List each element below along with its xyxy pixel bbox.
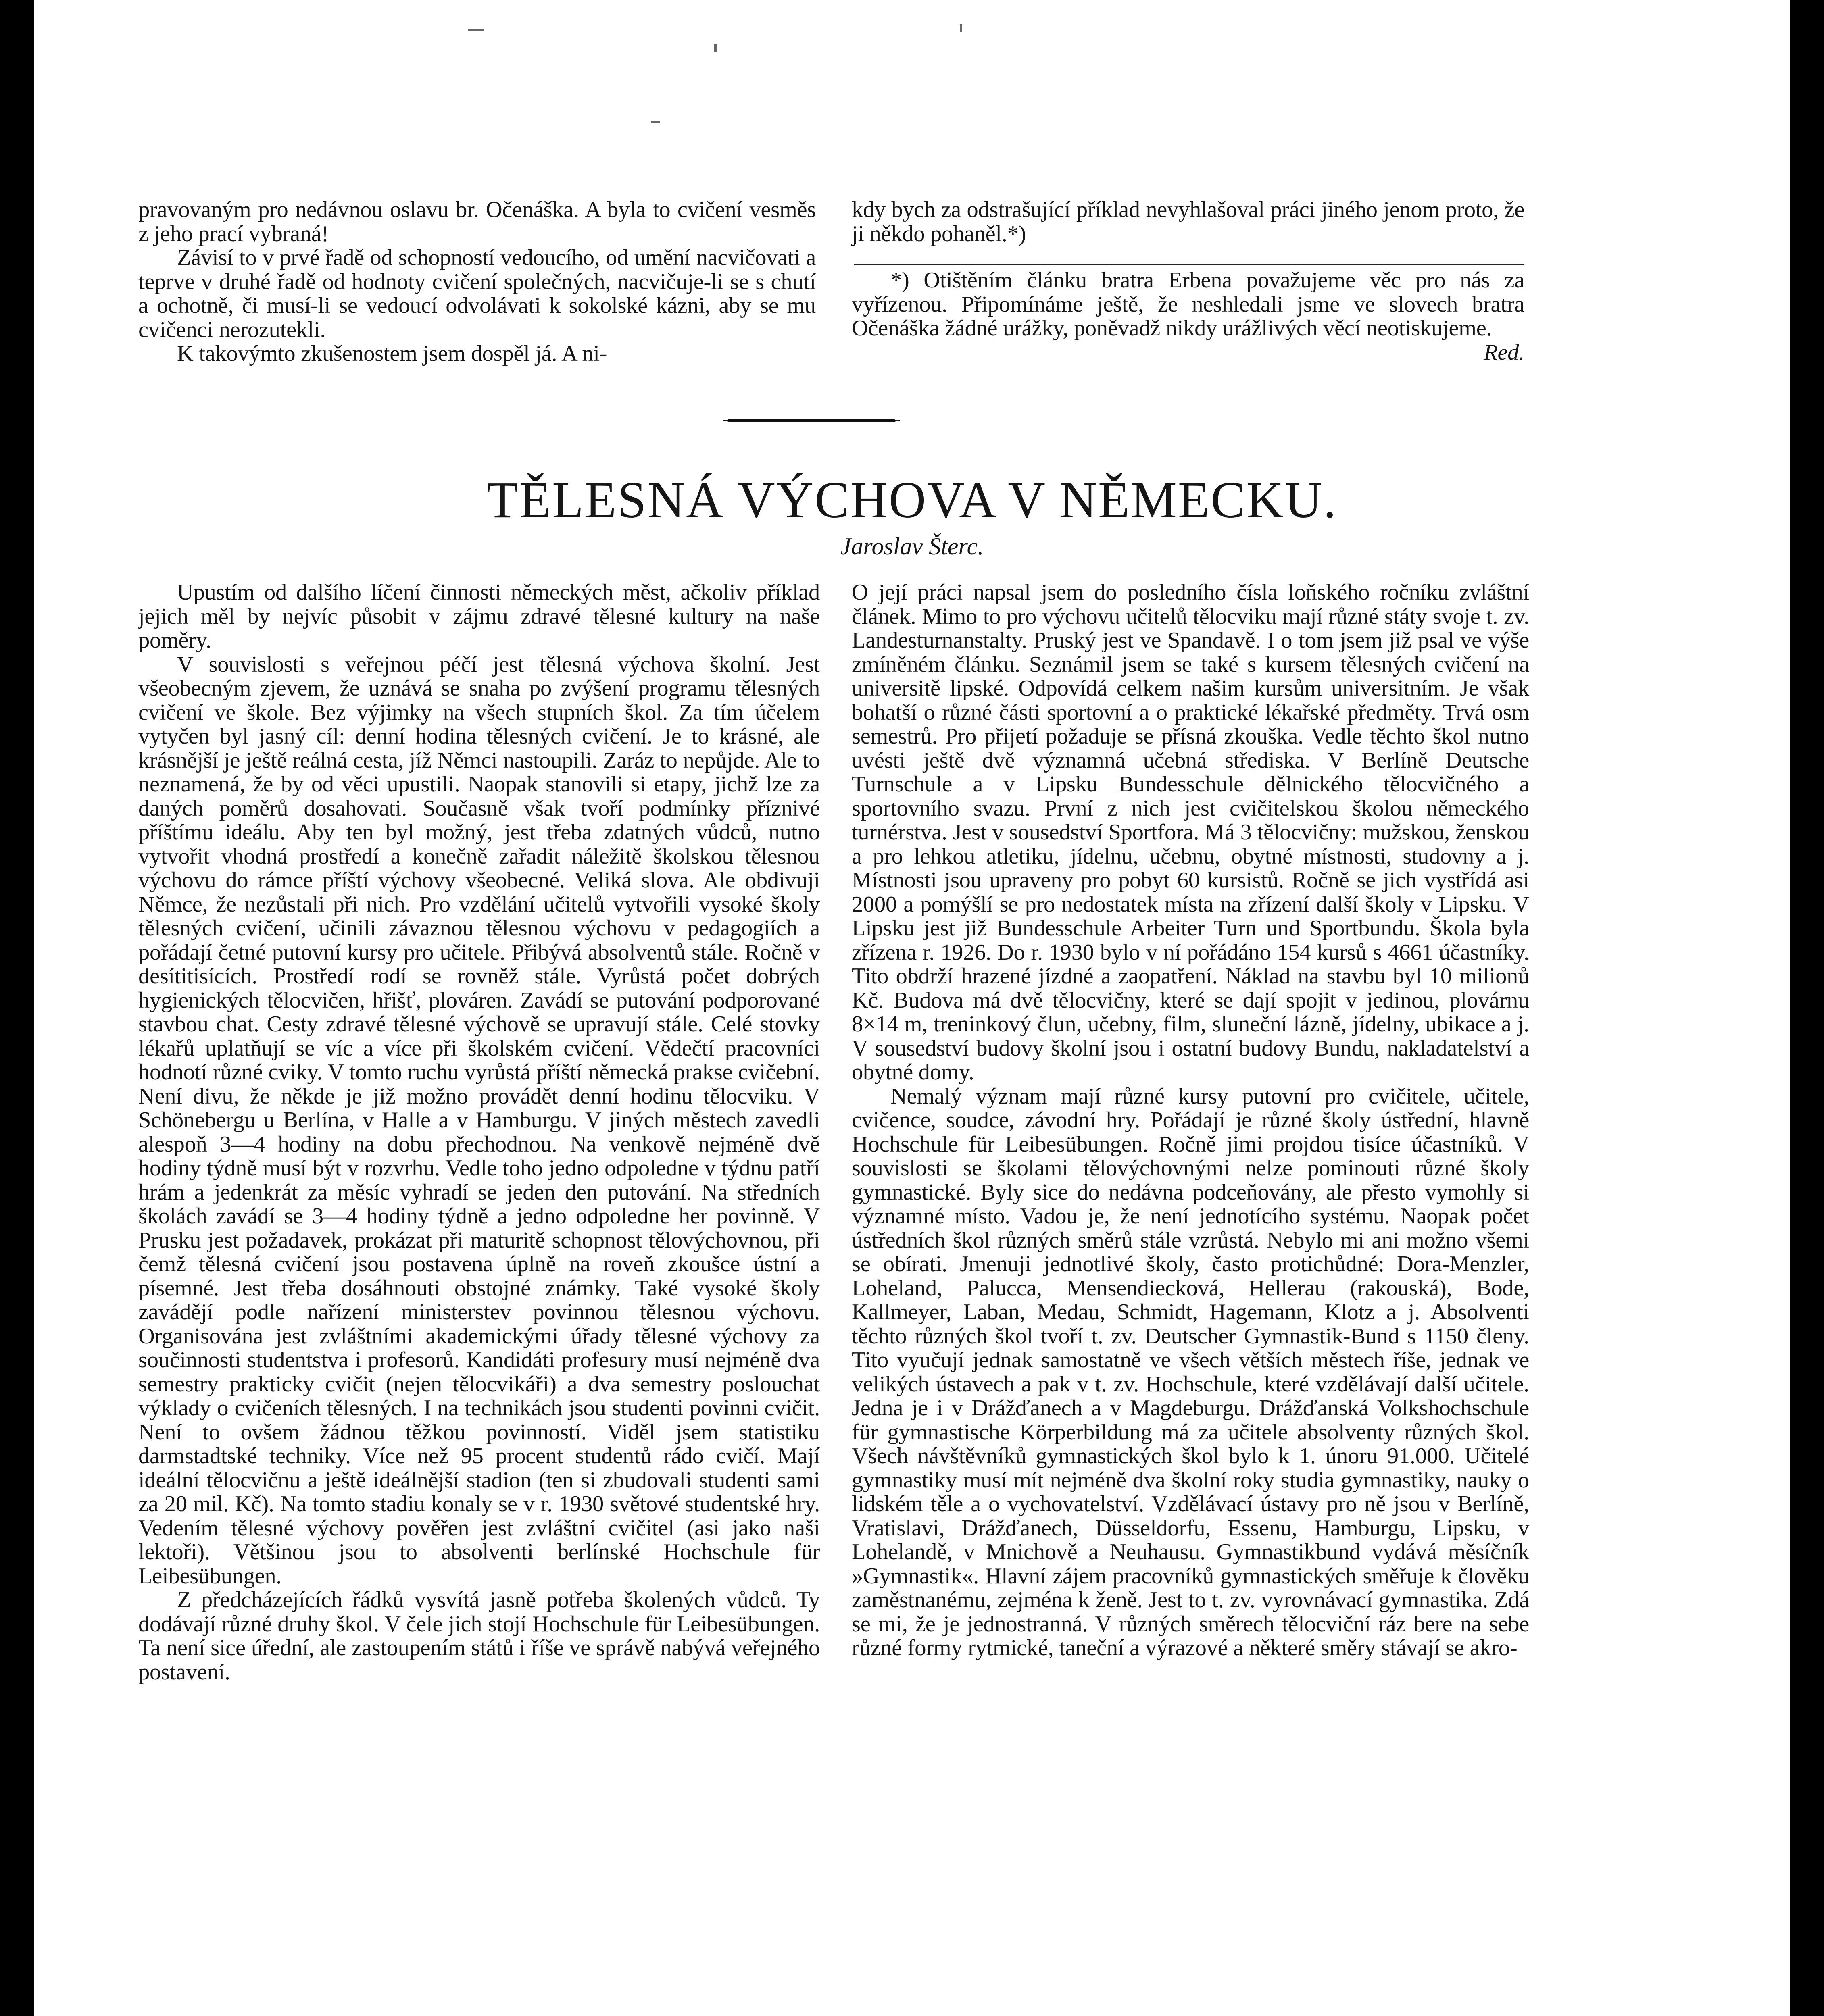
scan-speck — [651, 121, 660, 123]
scan-speck — [468, 29, 484, 31]
paragraph: kdy bych za odstrašující příklad nevyhlašoval práci jiného jenom proto, že ji někdo pohaněl.*) — [852, 197, 1524, 246]
paragraph: Nemalý význam mají různé kursy putovní pro cvičitele, učitele, cvičence, soudce, závodní hry. Pořádají je různé školy ústřední, hlavně Hochschule für Leibesübungen. Ročně jimi projdou tisíce účastníků. V souvislosti se školami tělovýchovnými nelze pominouti různé školy gymnastické. Byly sice do nedávna podceňovány, ale přesto vymohly si významné místo. Vadou je, že není jednotícího systému. Naopak počet ústředních škol různých směrů stále vzrůstá. Nebylo mi ani možno všemi se obírati. Jmenuji jednotlivé školy, často protichůdné: Dora-Menzler, Loheland, Palucca, Mensendiecková, Hellerau (rakouská), Bode, Kallmeyer, Laban, Medau, Schmidt, Hagemann, Klotz a j. Absolventi těchto různých škol tvoří t. zv. Deutscher Gymnastik-Bund s 1150 členy. Tito vyučují jednak samostatně ve všech větších městech říše, jednak ve velikých ústavech a pak v t. zv. Hochschule, které vzdělávají další učitele. Jedna je i v Drážďanech a v Magdeburgu. Drážďanská Volkshochschule für gymnastische Körperbildung má za učitele absolventy různých škol. Všech návštěvníků gymnastických škol bylo k 1. únoru 91.000. Učitelé gymnastiky musí mít nejméně dva školní roky studia gymnastiky, nauky o lidském těle a o vychovatelství. Vzdělávací ústavy pro ně jsou v Berlíně, Vratislavi, Drážďanech, Düsseldorfu, Essenu, Hamburgu, Lipsku, v Lohelandě, v Mnichově a Neuhausu. Gymnastikbund vydává měsíčník »Gymnastik«. Hlavní zájem pracovníků gymnastických směřuje k člověku zaměstnanému, zejména k ženě. Jest to t. zv. vyrovnávací gymnastika. Zdá se mi, že je jednostranná. V různých směrech tělocviční ráz bere na sebe různé formy rytmické, taneční a výrazové a některé směry stávají se akro- — [852, 1083, 1529, 1660]
article-right-column — [852, 581, 1529, 1660]
paragraph: pravovaným pro nedávnou oslavu br. Očenáška. A byla to cvičení vesměs z jeho prací vybraná! — [138, 197, 816, 246]
article-author: Jaroslav Šterc. — [840, 533, 984, 560]
scan-border-right — [1790, 0, 1824, 2016]
editorial-footnote — [852, 268, 1524, 365]
scan-speck — [960, 24, 962, 32]
footnote-rule — [854, 264, 1524, 265]
paragraph: Závisí to v prvé řadě od schopností vedoucího, od umění nacvičovati a teprve v druhé řadě od hodnoty cvičení společných, nacvičuje-li se s chutí a ochotně, či musí-li se vedoucí odvolávati k sokolské kázni, aby se mu cvičenci nerozutekli. — [138, 245, 816, 342]
footnote-signature: Red. — [1484, 339, 1524, 365]
article-left-column — [138, 581, 820, 1684]
previous-article-right-column — [852, 198, 1524, 364]
paragraph: K takovýmto zkušenostem jsem dospěl já. A ni- — [177, 341, 607, 366]
paragraph: Z předcházejících řádků vysvítá jasně potřeba školených vůdců. Ty dodávají různé druhy škol. V čele jich stojí Hochschule für Leibesübungen. Ta není sice úřední, ale zastoupením států i říše ve správě nabývá veřejného postavení. — [138, 1587, 820, 1685]
scan-border-left — [0, 0, 34, 2016]
footnote-text: *) Otištěním článku bratra Erbena považujeme věc pro nás za vyřízenou. Připomínáme ještě, že neshledali jsme ve slovech bratra Očenáška žádné urážky, poněvadž nikdy urážlivých věcí neotiskujeme. — [852, 268, 1524, 341]
section-divider — [727, 419, 896, 422]
article-title: TĚLESNÁ VÝCHOVA V NĚMECKU. — [486, 471, 1338, 529]
scan-speck — [714, 44, 717, 52]
paragraph: Upustím od dalšího líčení činnosti německých měst, ačkoliv příklad jejich měl by nejvíc působit v zájmu zdravé tělesné kultury na naše poměry. — [138, 580, 820, 653]
paragraph: O její práci napsal jsem do posledního čísla loňského ročníku zvláštní článek. Mimo to pro výchovu učitelů tělocviku mají různé státy svoje t. zv. Landesturnanstalty. Pruský jest ve Spandavě. I o tom jsem již psal ve výše zmíněném článku. Seznámil jsem se také s kursem tělesných cvičení na universitě lipské. Odpovídá celkem našim kursům universitním. Je však bohatší o různé části sportovní a o praktické lékařské předměty. Trvá osm semestrů. Pro přijetí požaduje se přísná zkouška. Vedle těchto škol nutno uvésti ještě dvě významná učebná střediska. V Berlíně Deutsche Turnschule a v Lipsku Bundesschule dělnického tělocvičného a sportovního svazu. První z nich jest cvičitelskou školou německého turnérstva. Jest v sousedství Sportfora. Má 3 tělocvičny: mužskou, ženskou a pro lehkou atletiku, jídelnu, učebnu, obytné místnosti, studovny a j. Místnosti jsou upraveny pro pobyt 60 kursistů. Ročně se jich vystřídá asi 2000 a pomýšlí se pro nedostatek místa na zřízení další školy v Lipsku. V Lipsku jest již Bundesschule Arbeiter Turn und Sportbundu. Škola byla zřízena r. 1926. Do r. 1930 bylo v ní pořádáno 154 kursů s 4661 účastníky. Tito obdrží hrazené jízdné a zaopatření. Náklad na stavbu byl 10 milionů Kč. Budova má dvě tělocvičny, které se dají spojit v jedinou, plovárnu 8×14 m, treninkový člun, učebny, film, sluneční lázně, jídelny, ubikace a j. V sousedství budovy školní jsou i ostatní budovy Bundu, nakladatelství a obytné domy. — [852, 580, 1529, 1085]
previous-article-left-column — [138, 198, 816, 366]
paragraph: V souvislosti s veřejnou péčí jest tělesná výchova školní. Jest všeobecným zjevem, že uznává se snaha po zvýšení programu tělesných cvičení ve škole. Bez výjimky na všech stupních škol. Za tím účelem vytyčen byl jasný cíl: denní hodina tělesných cvičení. Je to krásné, ale krásnější je ještě reálná cesta, jíž Němci nastoupili. Zaráz to nepůjde. Ale to neznamená, že by od věci upustili. Naopak stanovili si etapy, jichž lze za daných poměrů dosahovati. Současně však tvoří podmínky příznivé příštímu ideálu. Aby ten byl možný, jest třeba zdatných vůdců, nutno vytvořit vhodná prostředí a konečně zařadit náležitě školskou tělesnou výchovu do rámce příští výchovy všeobecné. Veliká slova. Ale obdivuji Němce, že nezůstali při nich. Pro vzdělání učitelů vytvořili vysoké školy tělesných cvičení, učinili závaznou tělesnou výchovu v pedagogiích a pořádají četné putovní kursy pro učitele. Přibývá absolventů stále. Ročně v desítitisících. Prostředí rodí se rovněž stále. Vyrůstá počet dobrých hygienických tělocvičen, hřišť, plováren. Zavádí se putování podporované stavbou chat. Cesty zdravé tělesné výchově se upravují stále. Celé stovky lékařů uplatňují se víc a více při školském cvičení. Vědečtí pracovníci hodnotí různé cviky. V tomto ruchu vyrůstá příští německá prakse cvičební. Není divu, že někde je již možno provádět denní hodinu tělocviku. V Schönebergu u Berlína, v Halle a v Hamburgu. V jiných městech zavedli alespoň 3—4 hodiny na dobu přechodnou. Na venkově nejméně dvě hodiny týdně musí být v rozvrhu. Vedle toho jedno odpoledne v týdnu patří hrám a jedenkrát za měsíc vyhradí se jeden den putování. Na středních školách zavádí se 3—4 hodiny týdně a jedno odpoledne her povinně. V Prusku jest požadavek, prokázat při maturitě schopnost tělovýchovnou, při čemž tělesná cvičení jsou postavena úplně na roveň zkoušce ústní a písemné. Jest třeba dosáhnouti obstojné známky. Také vysoké školy zavádějí podle nařízení ministerstev povinnou tělesnou výchovu. Organisována jest zvláštními akademickými úřady tělesné výchovy za součinnosti studentstva i profesorů. Kandidáti profesury musí nejméně dva semestry prakticky cvičit (nejen tělocvikáři) a dva semestry poslouchat výklady o cvičeních tělesných. I na technikách jsou studenti povinni cvičit. Není to ovšem žádnou těžkou povinností. Viděl jsem statistiku darmstadtské techniky. Více než 95 procent studentů rádo cvičí. Mají ideální tělocvičnu a ještě ideálnější stadion (ten si zbudovali studenti sami za 20 mil. Kč). Na tomto stadiu konaly se v r. 1930 světové studentské hry. Vedením tělesné výchovy pověřen jest zvláštní cvičitel (asi jako naši lektoři). Většinou jsou to absolventi berlínské Hochschule für Leibesübungen. — [138, 652, 820, 1589]
